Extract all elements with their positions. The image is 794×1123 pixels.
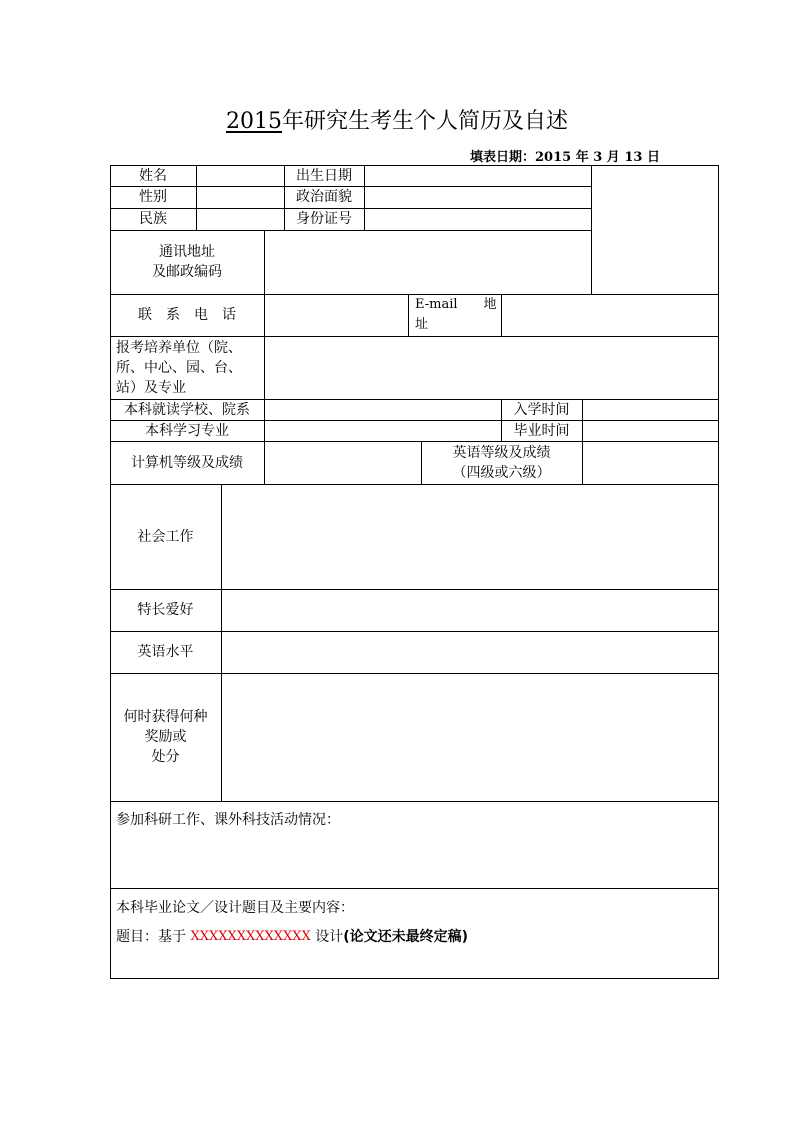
label-birth-date: 出生日期 xyxy=(296,167,352,184)
label-ethnicity: 民族 xyxy=(139,211,167,227)
rule xyxy=(591,165,592,294)
rule xyxy=(264,230,265,294)
rule xyxy=(582,441,583,484)
rule xyxy=(264,336,265,399)
label-id-number: 身份证号 xyxy=(296,211,352,227)
label-apply-unit xyxy=(110,336,264,399)
label-english-grade-line1: 英语等级及成绩 xyxy=(452,444,551,461)
label-enroll-time: 入学时间 xyxy=(513,401,570,418)
label-phone: 联 系 电 话 xyxy=(138,307,236,323)
thesis-title xyxy=(116,926,468,948)
label-hobbies: 特长爱好 xyxy=(137,602,194,618)
label-undergrad-school: 本科就读学校、院系 xyxy=(124,401,250,418)
title-year: 2015 xyxy=(225,109,282,134)
title-text: 年研究生考生个人简历及自述 xyxy=(281,109,568,134)
label-email-line2: 址 xyxy=(415,317,429,332)
rule xyxy=(221,484,222,801)
rule xyxy=(110,165,719,166)
rule xyxy=(196,165,197,230)
rule xyxy=(264,399,265,441)
label-social-work: 社会工作 xyxy=(137,528,194,545)
label-address-line1: 通讯地址 xyxy=(159,244,215,260)
label-apply-line3: 站）及专业 xyxy=(116,379,186,396)
page-title xyxy=(0,104,794,135)
label-english-grade-line2: （四级或六级） xyxy=(452,464,551,481)
label-email xyxy=(408,294,501,336)
label-email-line1: E-mail 地 xyxy=(415,297,497,312)
label-political-status: 政治面貌 xyxy=(296,189,352,205)
label-english-level: 英语水平 xyxy=(137,644,194,660)
label-name: 姓名 xyxy=(139,167,167,184)
thesis-prefix: 题目：基于 xyxy=(116,929,186,945)
label-apply-line2: 所、中心、园、台、 xyxy=(116,359,242,376)
label-gender: 性别 xyxy=(139,189,167,205)
thesis-mid: 设计 xyxy=(315,929,344,945)
label-research: 参加科研工作、课外科技活动情况： xyxy=(116,812,340,828)
thesis-placeholder: XXXXXXXXXXXXX xyxy=(190,929,311,944)
fill-date: 填表日期：2015 年 3 月 13 日 xyxy=(470,150,660,165)
label-awards-line2: 奖励或 xyxy=(144,729,187,745)
rule xyxy=(110,978,719,979)
label-awards-line3: 处分 xyxy=(151,749,180,765)
rule xyxy=(110,888,719,889)
rule xyxy=(718,165,719,979)
label-address xyxy=(110,230,264,294)
rule xyxy=(264,441,265,484)
label-computer-level: 计算机等级及成绩 xyxy=(131,454,243,471)
label-undergrad-major: 本科学习专业 xyxy=(145,422,229,439)
thesis-note: (论文还未最终定稿) xyxy=(343,929,469,945)
rule xyxy=(110,801,719,802)
label-awards-line1: 何时获得何种 xyxy=(123,709,208,725)
label-grad-time: 毕业时间 xyxy=(513,422,570,439)
label-address-line2: 及邮政编码 xyxy=(152,264,222,280)
label-thesis: 本科毕业论文／设计题目及主要内容： xyxy=(116,900,354,916)
label-english-grade xyxy=(421,441,582,484)
rule xyxy=(582,399,583,441)
rule xyxy=(264,294,265,336)
label-awards xyxy=(110,673,221,801)
rule xyxy=(501,294,502,336)
label-apply-line1: 报考培养单位（院、 xyxy=(116,339,242,356)
rule xyxy=(364,165,365,230)
